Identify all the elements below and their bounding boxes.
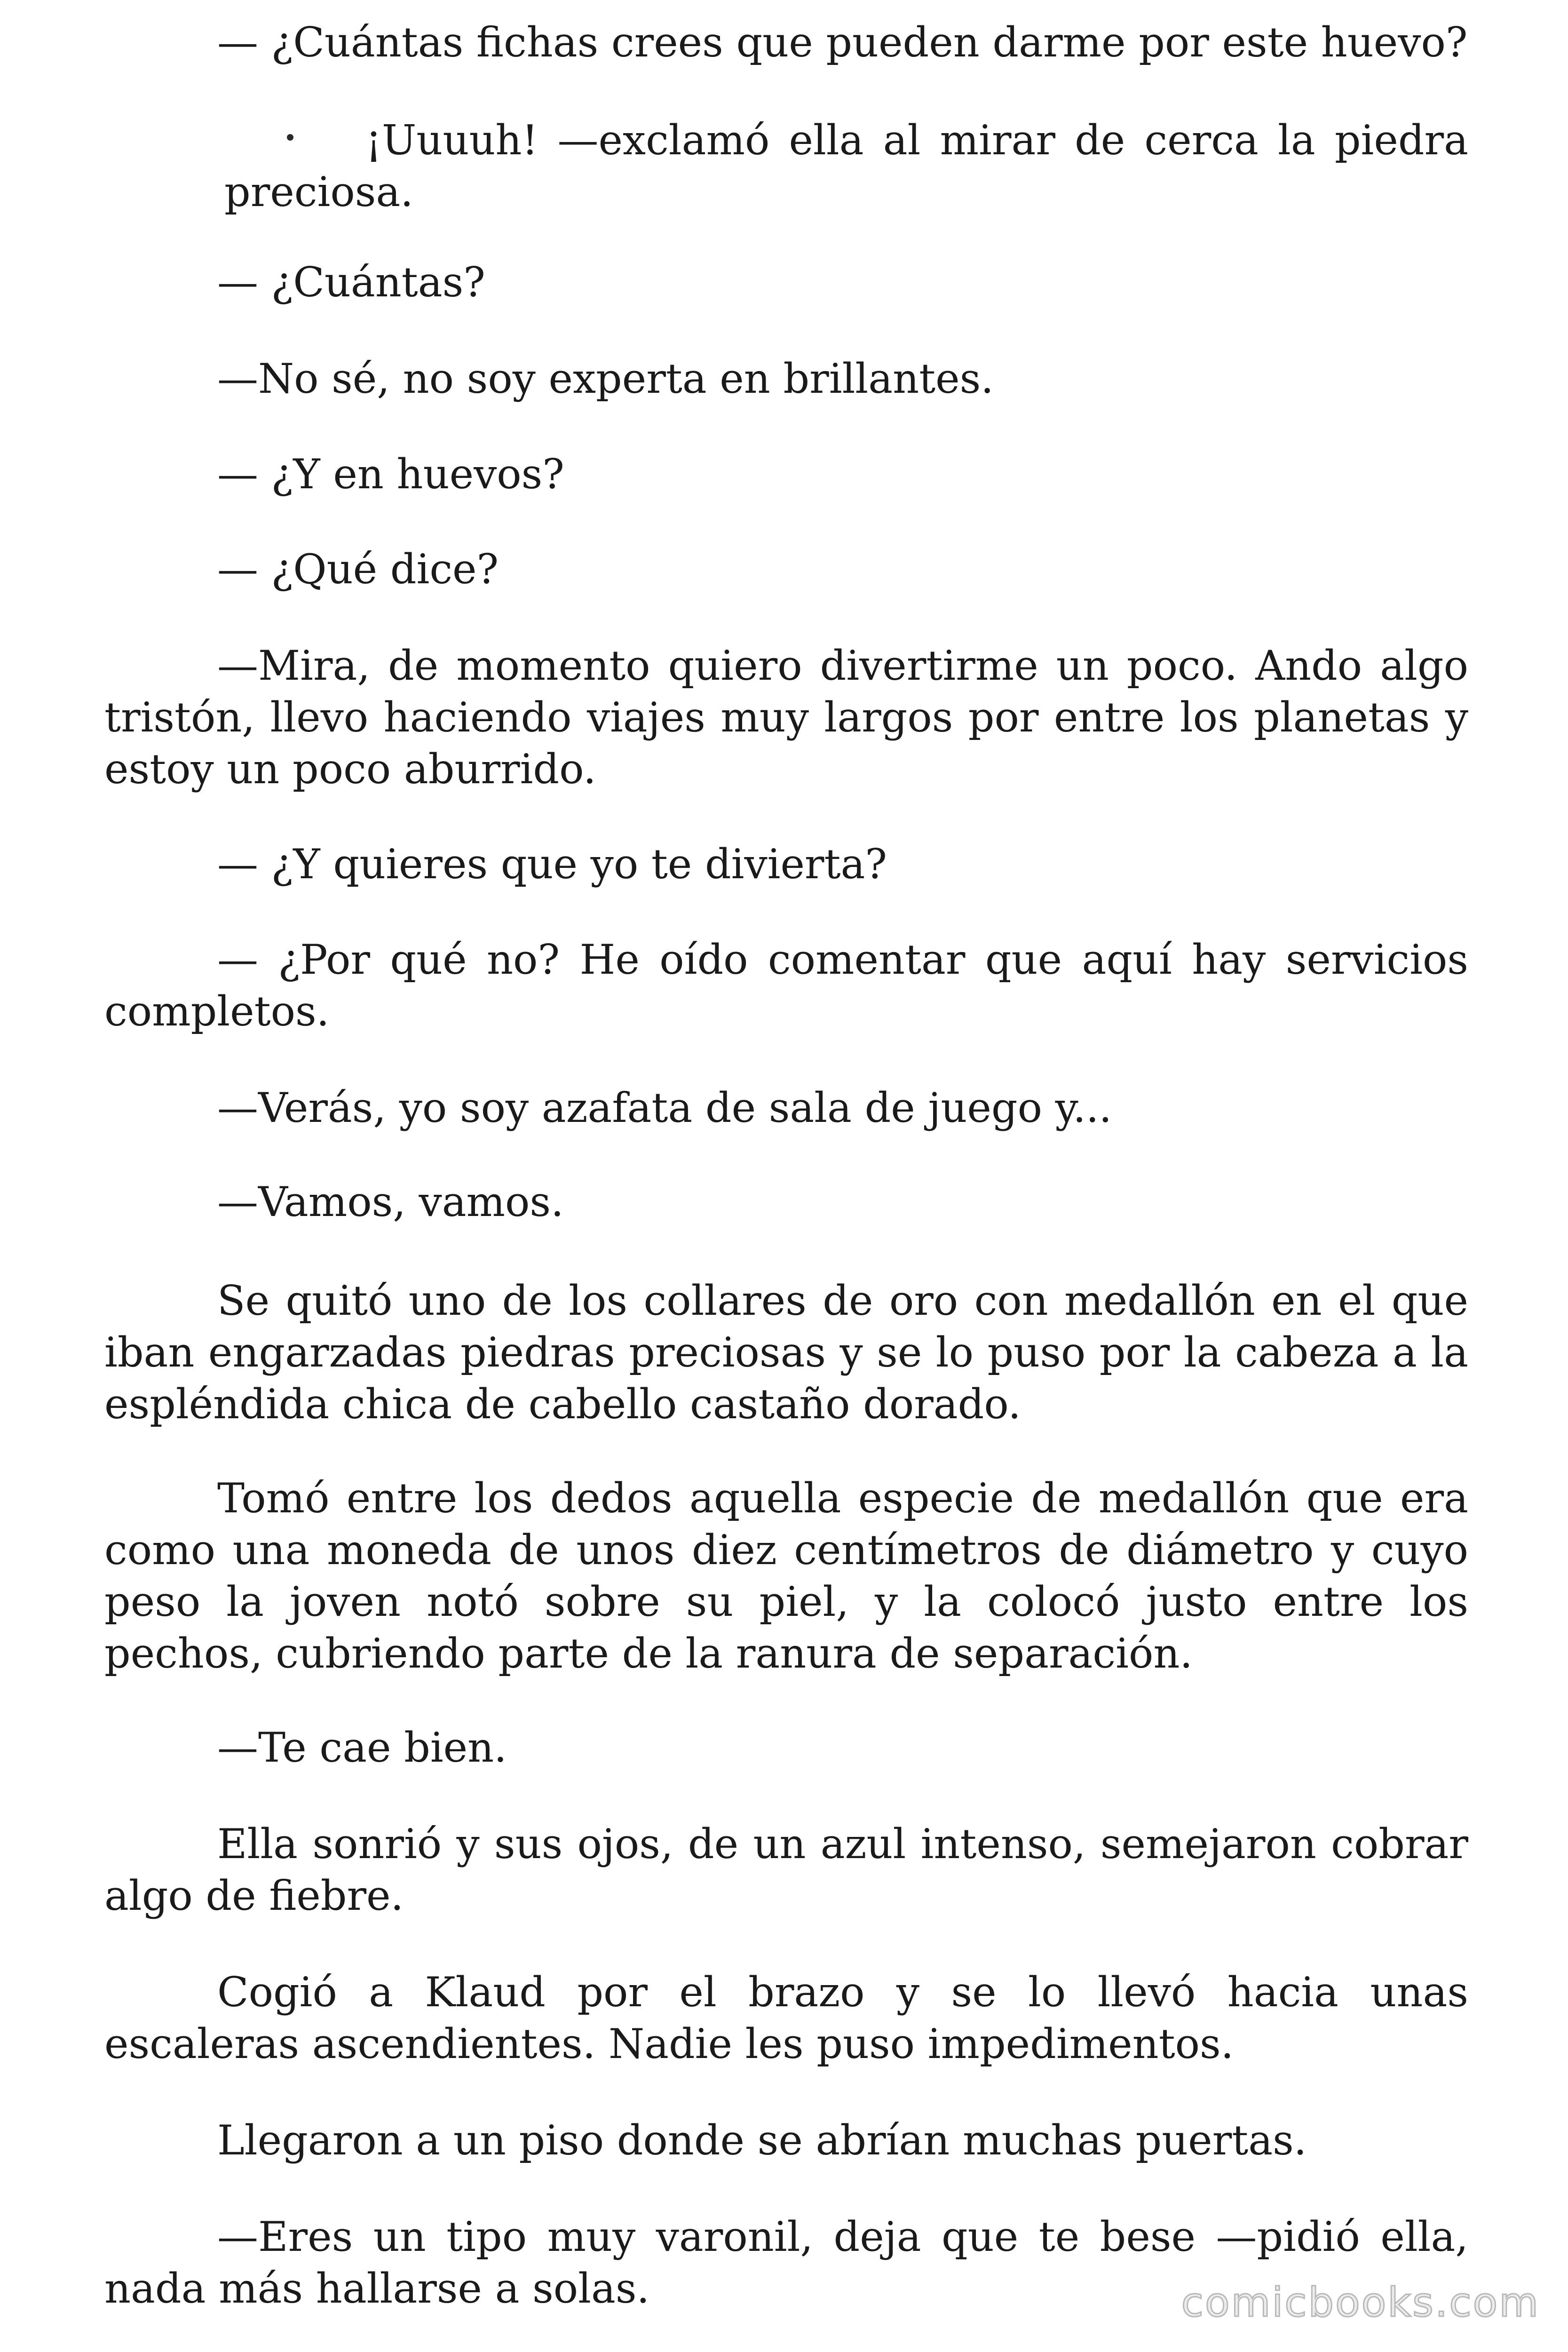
paragraph: —Te cae bien. bbox=[217, 1724, 507, 1772]
paragraph: — ¿Y en huevos? bbox=[217, 450, 564, 498]
paragraph: — ¿Y quieres que yo te divierta? bbox=[217, 840, 887, 888]
paragraph: Cogió a Klaud por el brazo y se lo llevó hacia unas escaleras ascendientes. Nadie les puso impedimentos. bbox=[104, 1968, 1468, 2068]
paragraph: — ¿Qué dice? bbox=[217, 545, 499, 593]
paragraph: —Vamos, vamos. bbox=[217, 1178, 564, 1226]
paragraph: —Verás, yo soy azafata de sala de juego y... bbox=[217, 1084, 1112, 1132]
paragraph: Tomó entre los dedos aquella especie de medallón que era como una moneda de unos diez centímetros de diámetro y cuyo peso la joven notó sobre su piel, y la colocó justo entre los pechos, cubriendo parte de la ranura de separación. bbox=[104, 1474, 1468, 1677]
book-page bbox=[104, 0, 1468, 2352]
paragraph: —No sé, no soy experta en brillantes. bbox=[217, 355, 994, 403]
paragraph: Ella sonrió y sus ojos, de un azul intenso, semejaron cobrar algo de fiebre. bbox=[104, 1820, 1468, 1920]
paragraph: Llegaron a un piso donde se abrían muchas puertas. bbox=[217, 2116, 1307, 2164]
paragraph: —Mira, de momento quiero divertirme un poco. Ando algo tristón, llevo haciendo viajes muy largos por entre los planetas y estoy un poco aburrido. bbox=[104, 642, 1468, 793]
watermark: comicbooks.com bbox=[1181, 2279, 1540, 2326]
paragraph: Se quitó uno de los collares de oro con medallón en el que iban engarzadas piedras preciosas y se lo puso por la cabeza a la espléndida chica de cabello castaño dorado. bbox=[104, 1277, 1468, 1428]
paragraph: — ¿Cuántas fichas crees que pueden darme por este huevo? bbox=[217, 18, 1468, 66]
paragraph: ¡Uuuuh! —exclamó ella al mirar de cerca la piedra preciosa. bbox=[224, 116, 1468, 216]
paragraph: — ¿Cuántas? bbox=[217, 258, 485, 306]
paragraph: —Eres un tipo muy varonil, deja que te bese —pidió ella, nada más hallarse a solas. bbox=[104, 2213, 1468, 2312]
paragraph: — ¿Por qué no? He oído comentar que aquí hay servicios completos. bbox=[104, 936, 1468, 1035]
